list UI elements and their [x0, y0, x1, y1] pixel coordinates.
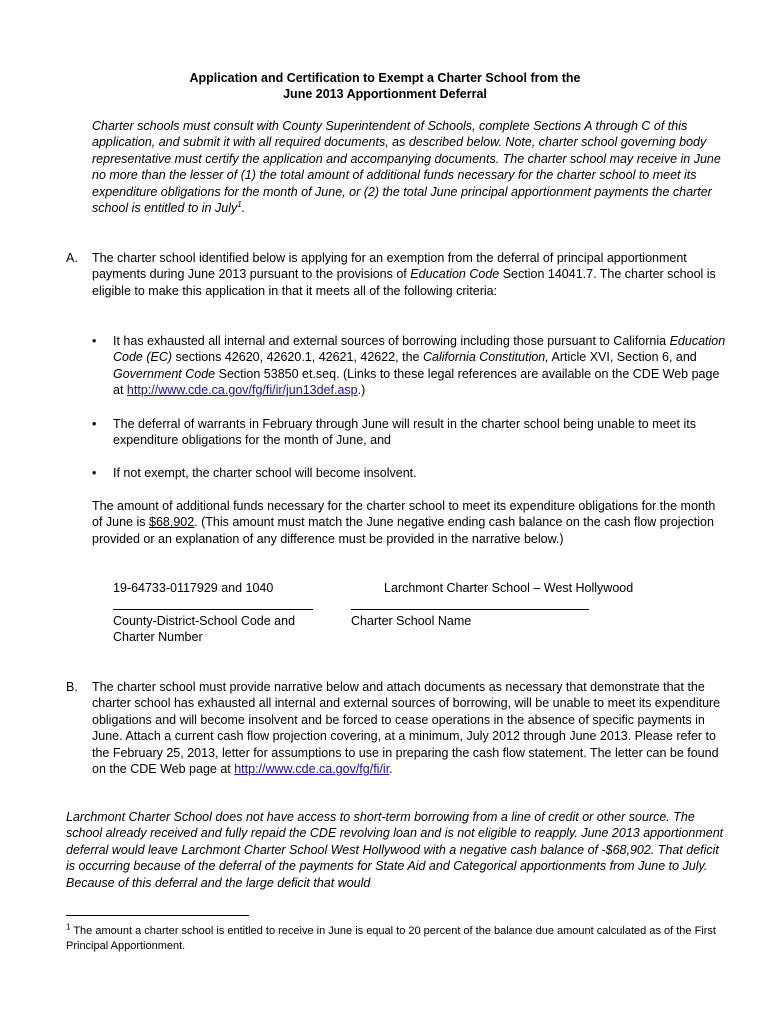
section-b-end: . [389, 762, 393, 777]
section-a-education-code: Education Code [410, 267, 500, 282]
section-a-text-end: Section 14041.7. The charter school is eligible to make this application in that it meets all of the following criteria: [92, 267, 716, 298]
bullet-1-part-b: sections 42620, 42620.1, 42621, 42622, the [175, 350, 420, 365]
bullet-2-glyph: • [92, 417, 97, 431]
section-a-letter: A. [66, 251, 78, 265]
bullet-1-part-c: Article XVI, Section 6, and [551, 350, 697, 365]
school-name-underline [351, 609, 589, 610]
cde-deferral-link[interactable]: http://www.cde.ca.gov/fg/fi/ir/jun13def.asp [126, 383, 358, 398]
bullet-1-part-d: Section 53850 et.seq. (Links to these legal references are available on the CDE Web page at [113, 366, 720, 398]
section-a-text: The charter school identified below is applying for an exemption from the deferral of principal apportionment payments during June 2013 pursuant to the provisions of [92, 251, 687, 282]
footnote-text: The amount a charter school is entitled to receive in June is equal to 20 percent of the balance due amount calculated as of the First Principal Apportionment. [66, 925, 716, 952]
amount-value: $68,902 [149, 515, 195, 530]
footnote-reference[interactable]: 1 [237, 199, 242, 209]
cde-fi-ir-link[interactable]: http://www.cde.ca.gov/fg/fi/ir [234, 762, 390, 777]
bullet-3-text: If not exempt, the charter school will become insolvent. [113, 466, 417, 480]
document-title-line-2: June 2013 Apportionment Deferral [283, 87, 487, 101]
bullet-1-ec: Education Code (EC) [113, 334, 726, 365]
bullet-1-glyph: • [92, 334, 97, 348]
bullet-1-text [113, 333, 728, 399]
footnote-number: 1 [66, 922, 71, 932]
school-code-label-1: County-District-School Code and [113, 614, 296, 628]
intro-text: Charter schools must consult with County Superintendent of Schools, complete Sections A through C of this application, and submit it with all required documents, as described below. Note, charter school governing body representative must certify the application and accompanying documents. The charter school may receive in June no more than the lesser of (1) the total amount of additional funds necessary for the charter school to meet its expenditure obligations for the month of June, or (2) the total June principal apportionment payments the charter school is entitled to in July [92, 119, 721, 216]
section-a-paragraph [92, 250, 722, 299]
school-code-label-2: Charter Number [113, 630, 203, 644]
intro-end: . [241, 201, 246, 216]
school-code-underline [113, 609, 313, 610]
bullet-1-end: .) [357, 383, 366, 398]
narrative-paragraph: Larchmont Charter School does not have access to short-term borrowing from a line of credit or other source. The school already received and fully repaid the CDE revolving loan and is not eligible to reapply. June 2013 apportionment deferral would leave Larchmont Charter School West Hollywood with a negative cash balance of -$68,902. That deficit is occurring because of the deferral of the payments for State Aid and Categorical apportionments from June to July. Because of this deferral and the large deficit that would [66, 810, 724, 890]
section-b-text: The charter school must provide narrative below and attach documents as necessary that demonstrate that the charter school has exhausted all internal and external sources of borrowing, will be unable to meet its expenditure obligations and will become insolvent and be forced to cease operations in the absence of specific payments in June. Attach a current cash flow projection covering, at a minimum, July 2012 through June 2013. Please refer to the February 25, 2013, letter for assumptions to use in preparing the cash flow statement. The letter can be found on the CDE Web page at [92, 680, 721, 777]
intro-paragraph [92, 118, 722, 216]
footnote [66, 924, 716, 954]
amount-paragraph [92, 498, 722, 547]
section-b-letter: B. [66, 680, 78, 694]
document-title-line-1: Application and Certification to Exempt a Charter School from the [189, 71, 581, 85]
section-b-paragraph [92, 679, 722, 777]
school-code-value: 19-64733-0117929 and 1040 [113, 581, 274, 595]
amount-text: The amount of additional funds necessary for the charter school to meet its expenditure obligations for the month of June is [92, 499, 716, 530]
charter-school-name-value: Larchmont Charter School – West Hollywood [384, 581, 634, 595]
bullet-2-text: The deferral of warrants in February through June will result in the charter school being unable to meet its expenditure obligations for the month of June, and [113, 417, 696, 448]
bullet-3-glyph: • [92, 466, 97, 480]
footnote-separator [66, 915, 249, 916]
amount-text-end: . (This amount must match the June negative ending cash balance on the cash flow projection provided or an explanation of any difference must be provided in the narrative below.) [92, 515, 714, 546]
bullet-1-constitution: California Constitution, [422, 350, 549, 365]
bullet-1-part-a: It has exhausted all internal and external sources of borrowing including those pursuant to California [113, 334, 667, 348]
charter-school-name-label: Charter School Name [351, 614, 472, 628]
bullet-1-gov-code: Government Code [113, 366, 216, 381]
